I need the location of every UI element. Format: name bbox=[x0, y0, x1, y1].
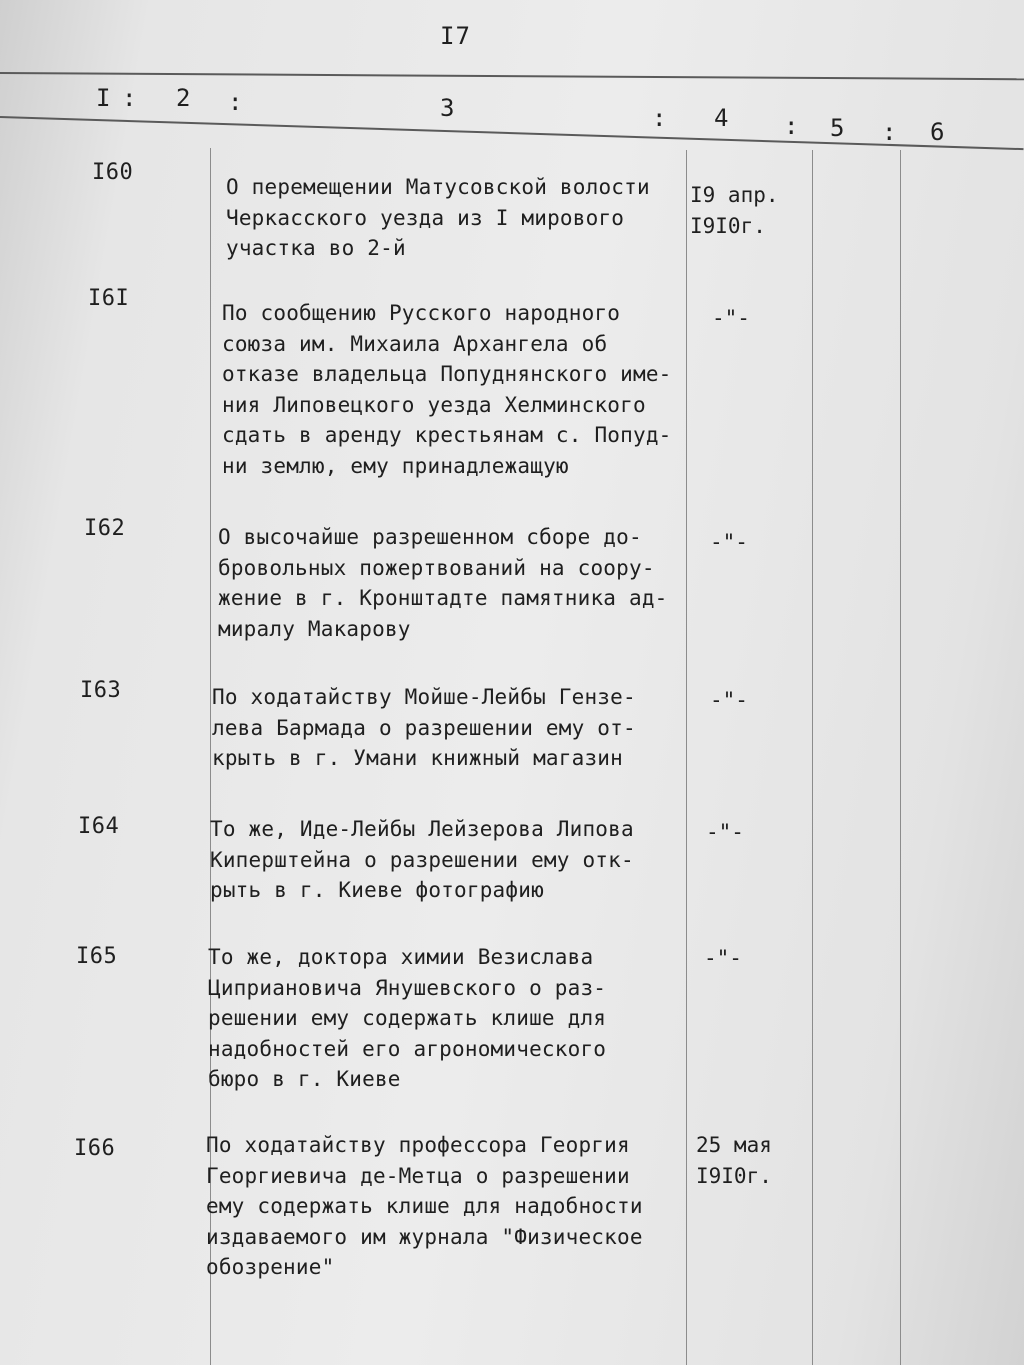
header-rule-bottom bbox=[0, 116, 1024, 150]
entry-description: По сообщению Русского народного союза им. Михаила Архангела об отказе владельца Попуднянского име- ния Липовецкого уезда Хелминского сдать в аренду крестьянам с. Попуд- ни землю, ему принадлежащую bbox=[222, 301, 672, 478]
entry-date: I9 апр. I9I0г. bbox=[690, 183, 779, 238]
col-header-6: 6 bbox=[930, 118, 945, 146]
entry-description: О высочайше разрешенном сборе до- бровольных пожертвований на соору- жение в г. Кронштадте памятника ад- миралу Макарову bbox=[218, 525, 668, 641]
col-header-2: 2 bbox=[176, 84, 191, 112]
col-header-3: 3 bbox=[440, 94, 455, 122]
entry-number: I60 bbox=[92, 160, 134, 185]
column-divider bbox=[812, 150, 813, 1365]
entry-date: 25 мая I9I0г. bbox=[696, 1133, 772, 1188]
column-divider bbox=[686, 150, 687, 1365]
entry-date: -"- bbox=[704, 946, 742, 970]
entry-date: -"- bbox=[710, 530, 748, 554]
entry-date: -"- bbox=[712, 306, 750, 330]
col-separator: : bbox=[122, 84, 137, 112]
entry-description: То же, доктора химии Везислава Циприановича Янушевского о раз- решении ему содержать клише для надобностей его агрономического бюро в г. Киеве bbox=[208, 945, 607, 1091]
entry-number: I6I bbox=[88, 286, 130, 311]
col-separator: : bbox=[228, 88, 243, 116]
entry-date: -"- bbox=[706, 820, 744, 844]
entry-number: I65 bbox=[76, 944, 118, 969]
col-separator: : bbox=[882, 118, 897, 146]
col-separator: : bbox=[784, 112, 799, 140]
entry-description: По ходатайству Мойше-Лейбы Гензе- лева Бармада о разрешении ему от- крыть в г. Умани книжный магазин bbox=[212, 685, 636, 770]
entry-number: I66 bbox=[74, 1136, 116, 1161]
entry-number: I64 bbox=[78, 814, 120, 839]
column-divider bbox=[900, 150, 901, 1365]
page-number: I7 bbox=[440, 22, 471, 50]
header-rule-top bbox=[0, 72, 1024, 80]
entry-number: I62 bbox=[84, 516, 126, 541]
entry-description: По ходатайству профессора Георгия Георгиевича де-Метца о разрешении ему содержать клише для надобности издаваемого им журнала "Физическое обозрение" bbox=[206, 1133, 643, 1279]
col-header-5: 5 bbox=[830, 114, 845, 142]
entry-description: То же, Иде-Лейбы Лейзерова Липова Киперштейна о разрешении ему отк- рыть в г. Киеве фотографию bbox=[210, 817, 634, 902]
col-separator: : bbox=[652, 104, 667, 132]
entry-date: -"- bbox=[710, 688, 748, 712]
entry-description: О перемещении Матусовской волости Черкасского уезда из I мирового участка во 2-й bbox=[226, 175, 650, 260]
col-header-4: 4 bbox=[714, 104, 729, 132]
entry-number: I63 bbox=[80, 678, 122, 703]
col-header-1: I bbox=[96, 84, 111, 112]
